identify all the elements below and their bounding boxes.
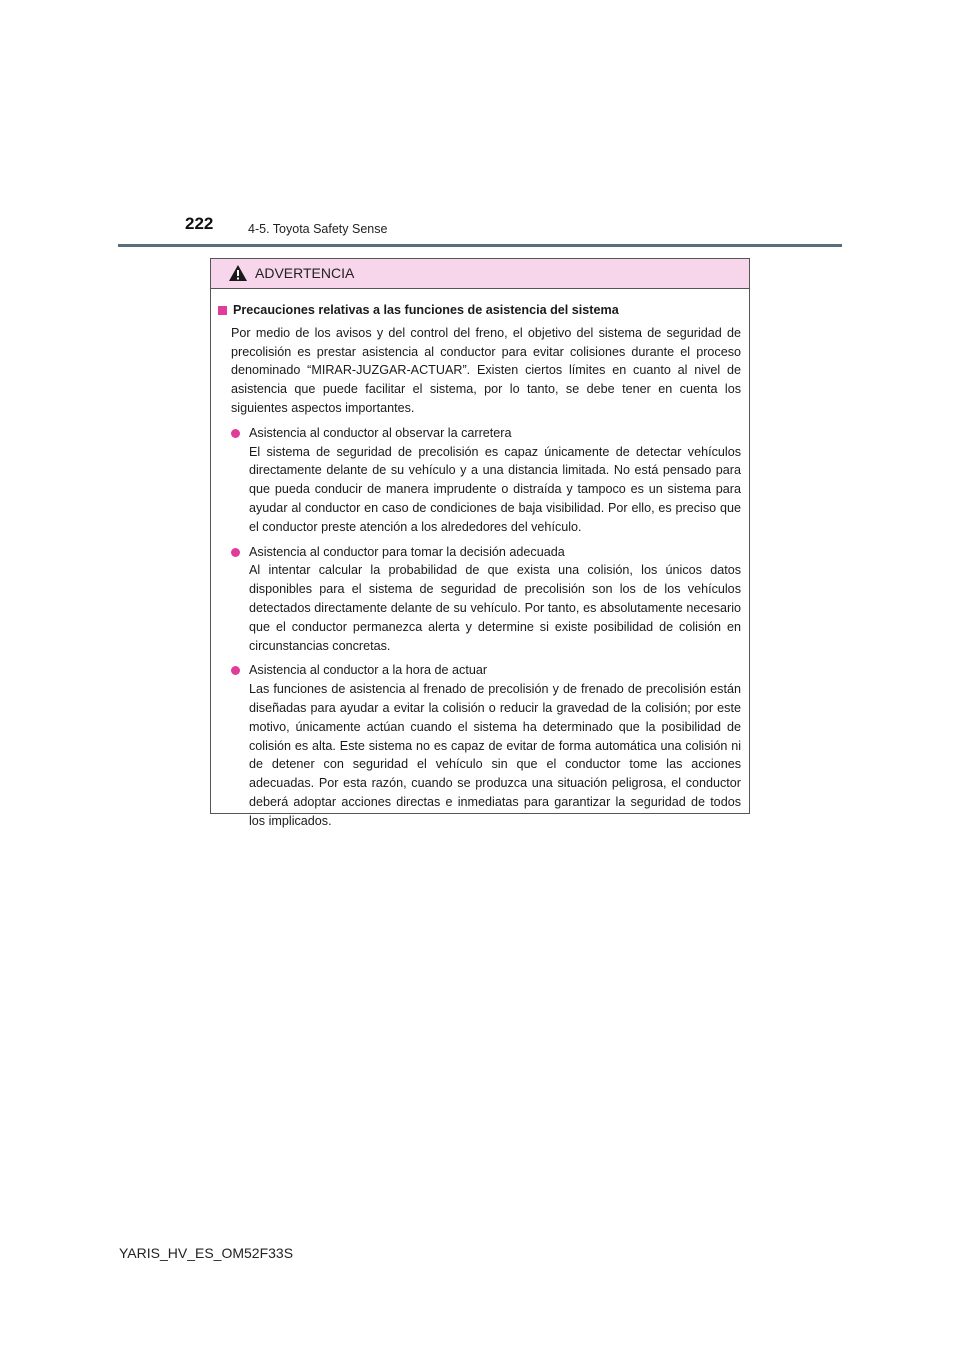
- section-title: 4-5. Toyota Safety Sense: [248, 222, 388, 236]
- warning-body: [211, 289, 749, 831]
- bullet-title: Asistencia al conductor a la hora de actuar: [249, 663, 488, 678]
- warning-title: ADVERTENCIA: [255, 265, 355, 281]
- document-code: YARIS_HV_ES_OM52F33S: [119, 1245, 294, 1261]
- bullet-body: El sistema de seguridad de precolisión es capaz únicamente de detectar vehículos directamente delante de su vehículo y a una distancia limitada. No está pensado para que pueda conducir de manera imprudente o distraída y tampoco es un sistema para ayudar al conductor en caso de condiciones de baja visibilidad. Por ello, es preciso que el conductor preste atención a los alrededores del vehículo.: [249, 444, 741, 534]
- bullet-item: [231, 543, 741, 656]
- page-number: 222: [185, 214, 214, 233]
- circle-bullet-icon: [231, 666, 240, 675]
- warning-box: [210, 258, 750, 828]
- bullet-body: Al intentar calcular la probabilidad de que exista una colisión, los únicos datos disponibles para el sistema de seguridad de precolisión son los de los vehículos detectados directamente delante de su vehículo. Por tanto, es absolutamente necesario que el conductor permanezca alerta y determine si existe posibilidad de colisión en circunstancias concretas.: [249, 563, 741, 653]
- warning-intro: Por medio de los avisos y del control del freno, el objetivo del sistema de seguridad de precolisión es prestar asistencia al conductor para evitar colisiones durante el proceso denominado “MIRAR-JUZGAR-ACTUAR”. Existen ciertos límites en cuanto al nivel de asistencia que puede facilitar el sistema, por lo tanto, se debe tener en cuenta los siguientes aspectos importantes.: [231, 325, 741, 415]
- bullet-item: [231, 424, 741, 537]
- bullet-title: Asistencia al conductor al observar la carretera: [249, 425, 512, 440]
- header-divider: [118, 244, 842, 247]
- warning-triangle-icon: [228, 264, 248, 282]
- square-bullet-icon: [218, 306, 227, 315]
- warning-heading: [218, 301, 741, 320]
- warning-heading-text: Precauciones relativas a las funciones de asistencia del sistema: [233, 303, 619, 317]
- bullet-item: [231, 661, 741, 830]
- circle-bullet-icon: [231, 429, 240, 438]
- warning-header: [211, 259, 749, 289]
- bullet-body: Las funciones de asistencia al frenado de precolisión y de frenado de precolisión están diseñadas para ayudar a evitar la colisión o reducir la gravedad de la colisión; por este motivo, únicamente actúan cuando el sistema ha determinado que la posibilidad de colisión es alta. Este sistema no es capaz de evitar de forma automática una colisión ni de detener con seguridad el vehículo sin que el conductor tome las acciones adecuadas. Por esta razón, cuando se produzca una situación peligrosa, el conductor deberá adoptar acciones directas e inmediatas para garantizar la seguridad de todos los implicados.: [249, 682, 741, 828]
- circle-bullet-icon: [231, 548, 240, 557]
- bullet-title: Asistencia al conductor para tomar la decisión adecuada: [249, 544, 565, 559]
